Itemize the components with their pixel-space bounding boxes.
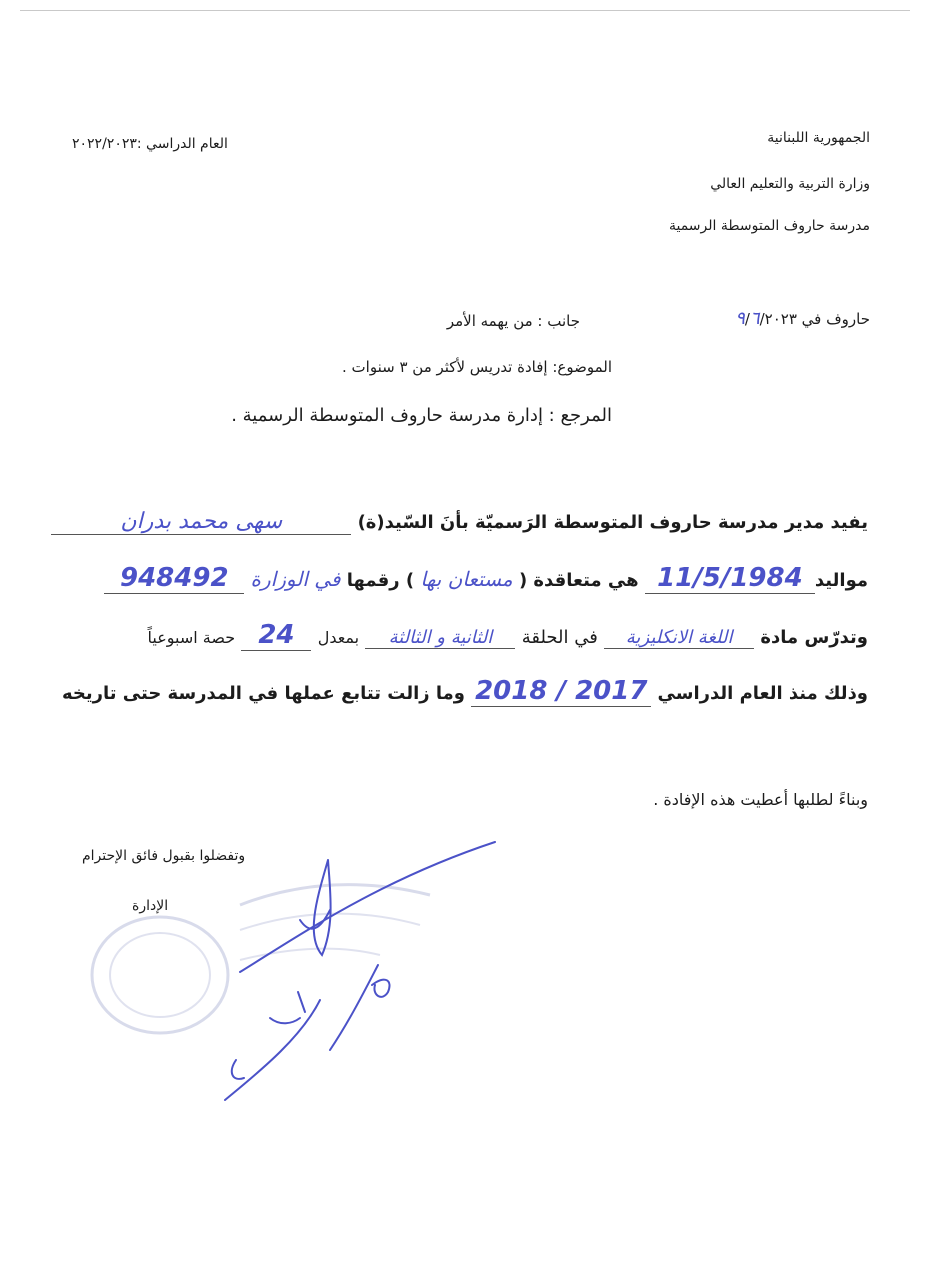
date-line: حاروف في ٩/٦/٢٠٢٣ — [735, 308, 870, 329]
line3-mid: في الحلقة — [521, 627, 598, 648]
ministry-label: وزارة التربية والتعليم العالي — [710, 176, 870, 192]
line2-mid: هي متعاقدة ( — [518, 570, 639, 591]
recipient-line: جانب : من يهمه الأمر — [446, 312, 580, 330]
school-label: مدرسة حاروف المتوسطة الرسمية — [668, 218, 870, 234]
administration-label: الإدارة — [132, 898, 169, 914]
date-year: /٢٠٢٣ — [759, 310, 797, 328]
line4-suffix: وما زالت تتابع عملها في المدرسة حتى تاريخه — [61, 683, 465, 704]
birth-date: 11/5/1984 — [657, 563, 803, 593]
academic-year: العام الدراسي :٢٠٢٢/٢٠٢٣ — [72, 136, 228, 152]
reference-line: المرجع : إدارة مدرسة حاروف المتوسطة الرسمية . — [231, 405, 612, 426]
id-number: 948492 — [119, 563, 229, 593]
republic-label: الجمهورية اللبنانية — [767, 130, 870, 146]
line4-prefix: وذلك منذ العام الدراسي — [657, 683, 868, 704]
subject-line: الموضوع: إفادة تدريس لأكثر من ٣ سنوات . — [342, 358, 612, 376]
cycle: الثانية و الثالثة — [388, 627, 493, 648]
regards-line: وتفضلوا بقبول فائق الإحترام — [82, 848, 246, 864]
date-prefix: حاروف في — [801, 310, 870, 328]
line2-prefix: مواليد — [814, 570, 868, 591]
line3-suffix: حصة اسبوعياً — [147, 628, 236, 647]
ministry-label-hw: في الوزارة — [250, 567, 341, 591]
subject-taught: اللغة الانكليزية — [625, 627, 733, 648]
body-line-1-text: يفيد مدير مدرسة حاروف المتوسطة الرَسميّة بأنَ السّيد(ة) — [357, 512, 868, 533]
contract-type: مستعان بها — [420, 567, 513, 591]
line3-mid2: بمعدل — [317, 628, 360, 647]
teacher-name: سهى محمد بدران — [120, 509, 283, 534]
closing-line: وبناءً لطلبها أعطيت هذه الإفادة . — [653, 790, 868, 809]
date-month: ٦ — [749, 308, 760, 329]
hours: 24 — [258, 620, 295, 650]
signature — [225, 842, 495, 1100]
line2-mid2: ) رقمها — [346, 570, 415, 591]
line3-prefix: وتدرّس مادة — [760, 627, 868, 648]
date-day: ٩ — [735, 308, 745, 329]
start-year: 2017 / 2018 — [475, 676, 648, 706]
